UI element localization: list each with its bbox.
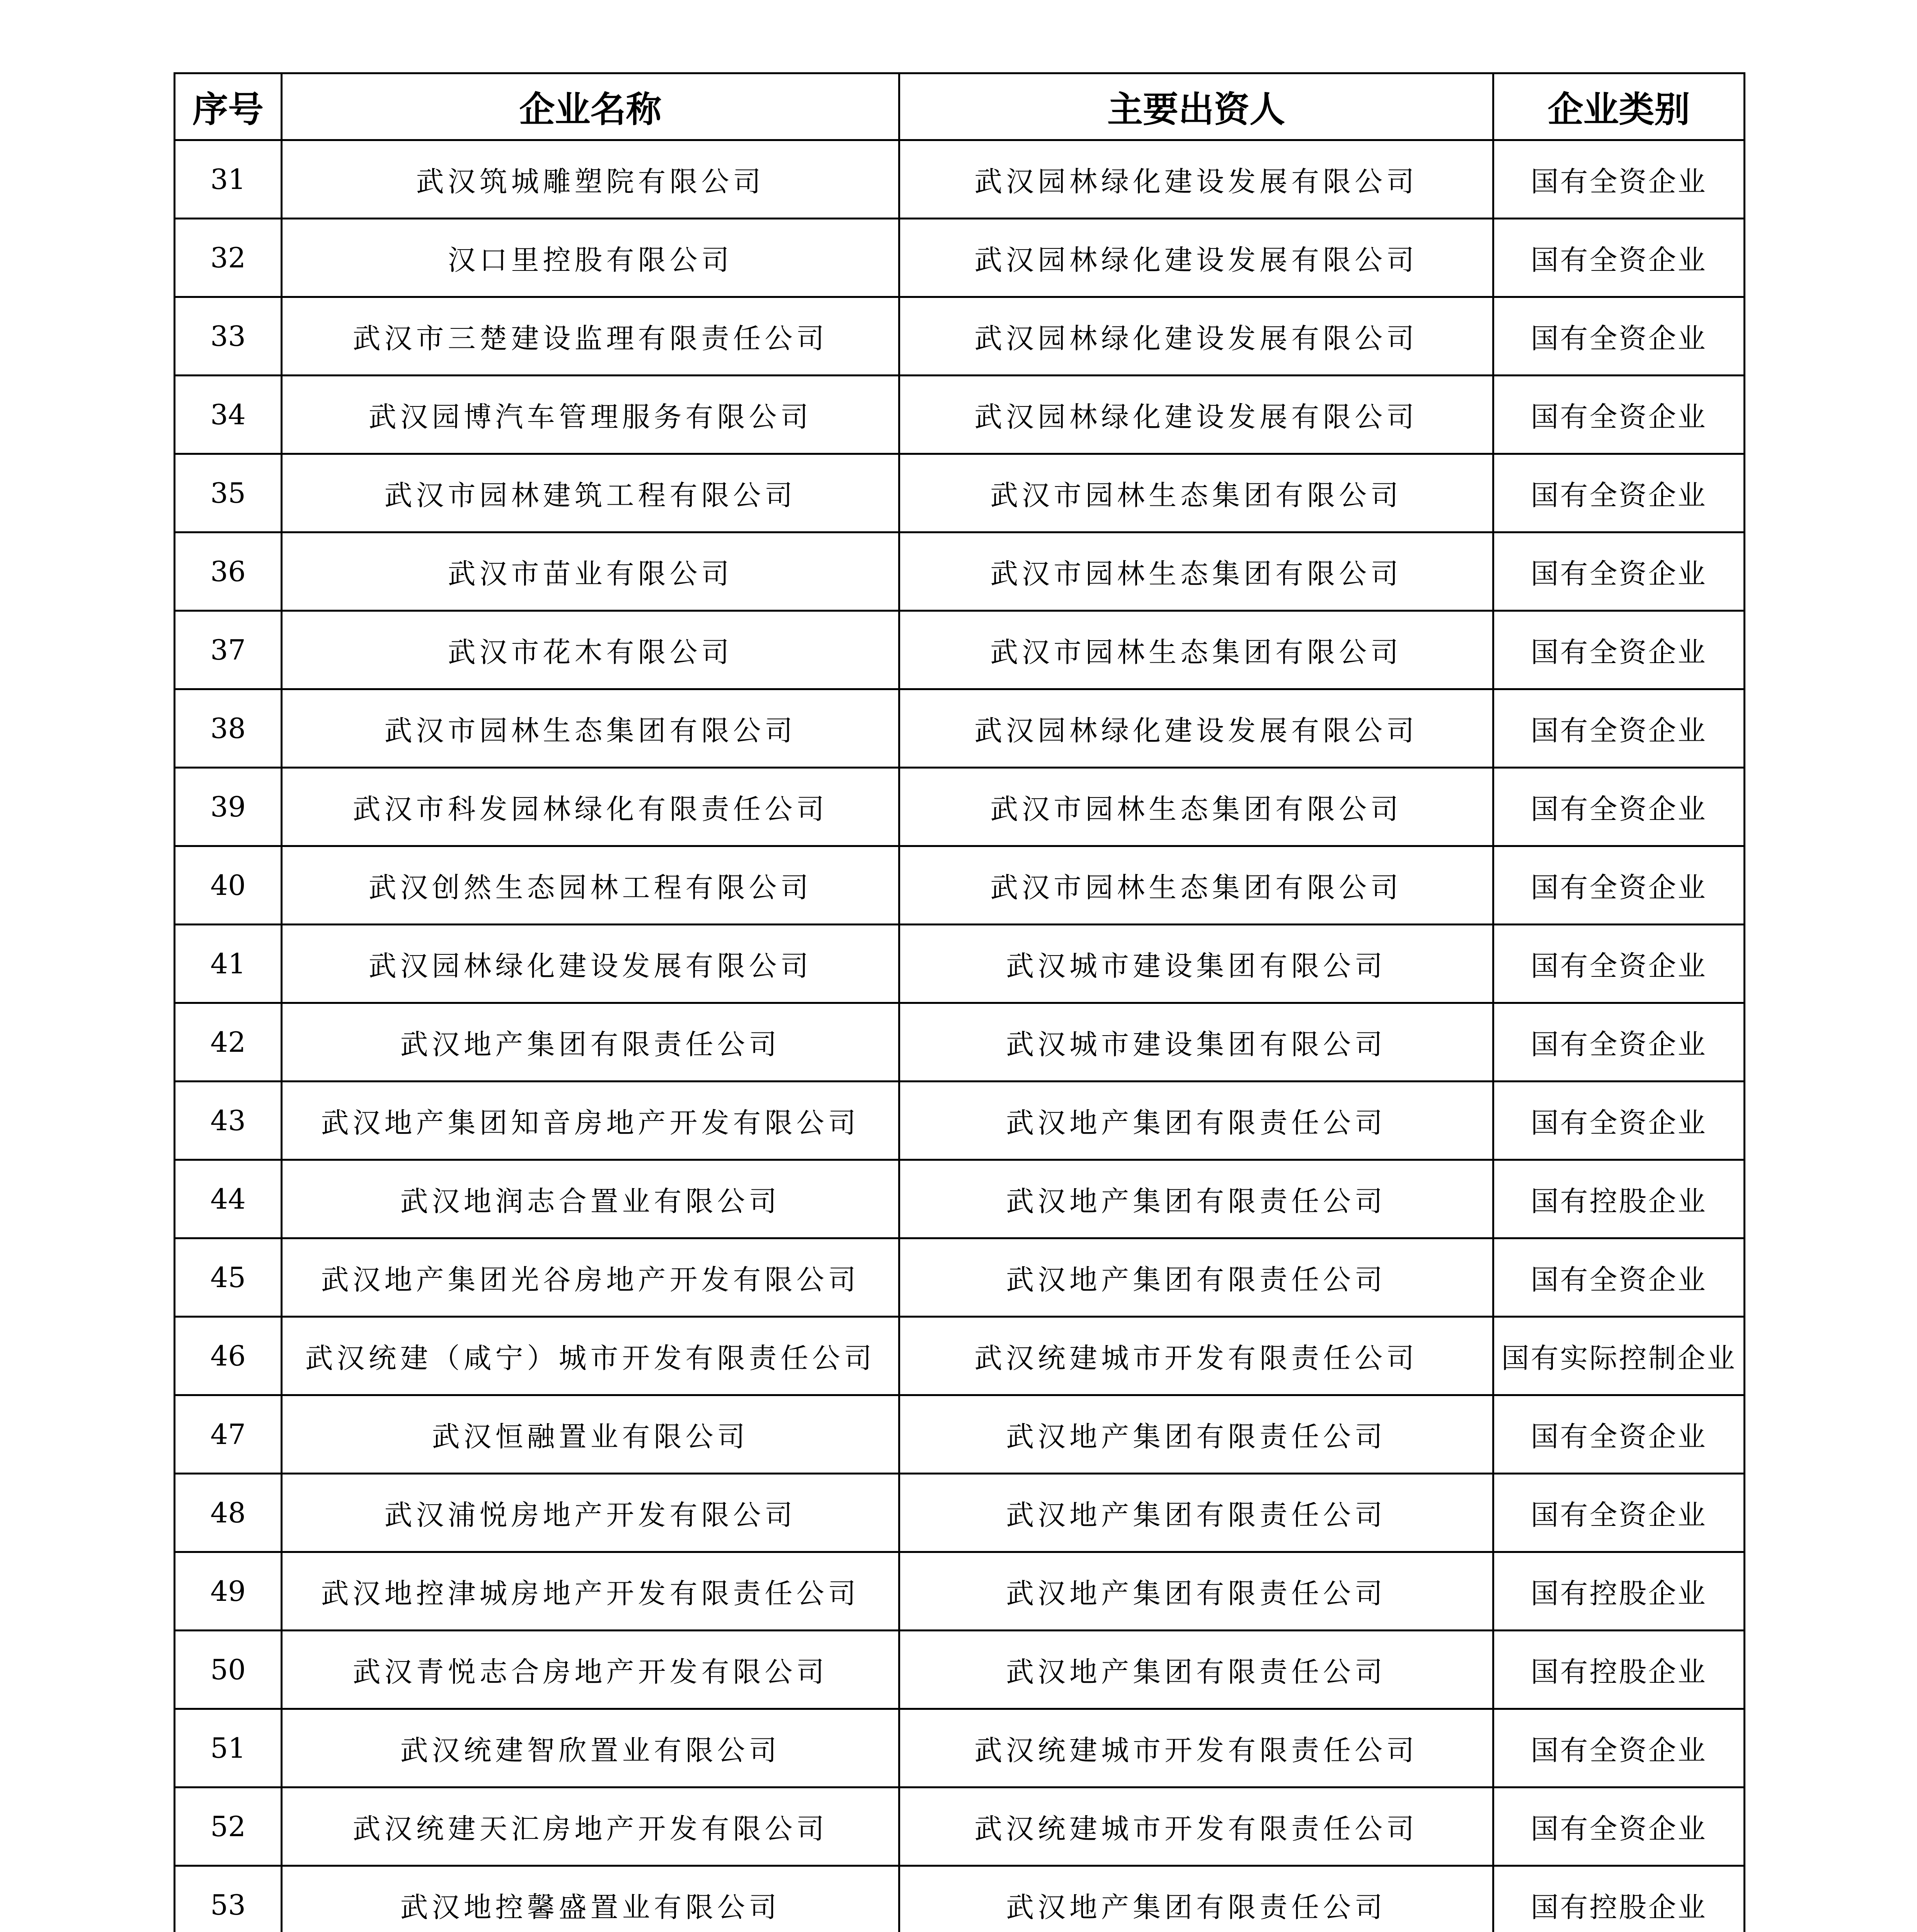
cell-enterprise-name: 武汉地产集团知音房地产开发有限公司 bbox=[282, 1082, 899, 1160]
cell-main-investor: 武汉市园林生态集团有限公司 bbox=[899, 454, 1493, 532]
cell-main-investor: 武汉城市建设集团有限公司 bbox=[899, 1003, 1493, 1082]
cell-enterprise-category: 国有全资企业 bbox=[1493, 140, 1745, 219]
cell-enterprise-category: 国有控股企业 bbox=[1493, 1552, 1745, 1631]
cell-main-investor: 武汉地产集团有限责任公司 bbox=[899, 1631, 1493, 1709]
header-main-investor: 主要出资人 bbox=[899, 73, 1493, 140]
cell-enterprise-category: 国有全资企业 bbox=[1493, 1709, 1745, 1787]
cell-enterprise-name: 武汉地控馨盛置业有限公司 bbox=[282, 1866, 899, 1932]
cell-enterprise-name: 武汉市园林建筑工程有限公司 bbox=[282, 454, 899, 532]
table-row bbox=[175, 846, 1745, 925]
cell-serial-no: 46 bbox=[175, 1317, 282, 1395]
table-row bbox=[175, 140, 1745, 219]
cell-enterprise-name: 武汉市科发园林绿化有限责任公司 bbox=[282, 768, 899, 846]
header-enterprise-name: 企业名称 bbox=[282, 73, 899, 140]
cell-main-investor: 武汉园林绿化建设发展有限公司 bbox=[899, 376, 1493, 454]
cell-enterprise-category: 国有全资企业 bbox=[1493, 768, 1745, 846]
cell-enterprise-name: 武汉地控津城房地产开发有限责任公司 bbox=[282, 1552, 899, 1631]
cell-serial-no: 45 bbox=[175, 1238, 282, 1317]
cell-enterprise-category: 国有全资企业 bbox=[1493, 689, 1745, 768]
table-row bbox=[175, 1317, 1745, 1395]
table-header-row bbox=[175, 73, 1745, 140]
cell-enterprise-name: 武汉恒融置业有限公司 bbox=[282, 1395, 899, 1474]
table-row bbox=[175, 1552, 1745, 1631]
cell-enterprise-name: 武汉统建天汇房地产开发有限公司 bbox=[282, 1787, 899, 1866]
table-row bbox=[175, 1787, 1745, 1866]
table-row bbox=[175, 1238, 1745, 1317]
table-row bbox=[175, 219, 1745, 297]
cell-main-investor: 武汉城市建设集团有限公司 bbox=[899, 925, 1493, 1003]
cell-serial-no: 50 bbox=[175, 1631, 282, 1709]
cell-enterprise-category: 国有全资企业 bbox=[1493, 1474, 1745, 1552]
cell-main-investor: 武汉地产集团有限责任公司 bbox=[899, 1866, 1493, 1932]
cell-enterprise-category: 国有全资企业 bbox=[1493, 297, 1745, 376]
cell-serial-no: 38 bbox=[175, 689, 282, 768]
cell-enterprise-name: 武汉统建智欣置业有限公司 bbox=[282, 1709, 899, 1787]
table-row bbox=[175, 925, 1745, 1003]
table-row bbox=[175, 454, 1745, 532]
cell-enterprise-name: 武汉市苗业有限公司 bbox=[282, 532, 899, 611]
cell-enterprise-category: 国有控股企业 bbox=[1493, 1866, 1745, 1932]
cell-enterprise-category: 国有全资企业 bbox=[1493, 454, 1745, 532]
cell-enterprise-category: 国有全资企业 bbox=[1493, 1238, 1745, 1317]
cell-serial-no: 44 bbox=[175, 1160, 282, 1238]
cell-enterprise-category: 国有全资企业 bbox=[1493, 1082, 1745, 1160]
cell-enterprise-category: 国有全资企业 bbox=[1493, 1003, 1745, 1082]
cell-enterprise-name: 武汉筑城雕塑院有限公司 bbox=[282, 140, 899, 219]
cell-main-investor: 武汉统建城市开发有限责任公司 bbox=[899, 1787, 1493, 1866]
cell-enterprise-category: 国有全资企业 bbox=[1493, 1395, 1745, 1474]
cell-enterprise-category: 国有全资企业 bbox=[1493, 611, 1745, 689]
cell-enterprise-category: 国有全资企业 bbox=[1493, 1787, 1745, 1866]
cell-enterprise-category: 国有控股企业 bbox=[1493, 1631, 1745, 1709]
table-row bbox=[175, 532, 1745, 611]
table-row bbox=[175, 1709, 1745, 1787]
cell-enterprise-category: 国有全资企业 bbox=[1493, 846, 1745, 925]
cell-enterprise-name: 武汉统建（咸宁）城市开发有限责任公司 bbox=[282, 1317, 899, 1395]
cell-enterprise-name: 武汉地产集团有限责任公司 bbox=[282, 1003, 899, 1082]
cell-main-investor: 武汉地产集团有限责任公司 bbox=[899, 1160, 1493, 1238]
table-row bbox=[175, 1082, 1745, 1160]
table-row bbox=[175, 297, 1745, 376]
cell-enterprise-category: 国有控股企业 bbox=[1493, 1160, 1745, 1238]
cell-serial-no: 41 bbox=[175, 925, 282, 1003]
cell-enterprise-category: 国有全资企业 bbox=[1493, 925, 1745, 1003]
cell-main-investor: 武汉地产集团有限责任公司 bbox=[899, 1395, 1493, 1474]
cell-main-investor: 武汉市园林生态集团有限公司 bbox=[899, 532, 1493, 611]
cell-enterprise-name: 武汉地产集团光谷房地产开发有限公司 bbox=[282, 1238, 899, 1317]
table-row bbox=[175, 376, 1745, 454]
cell-main-investor: 武汉地产集团有限责任公司 bbox=[899, 1082, 1493, 1160]
cell-serial-no: 43 bbox=[175, 1082, 282, 1160]
cell-main-investor: 武汉统建城市开发有限责任公司 bbox=[899, 1317, 1493, 1395]
cell-serial-no: 40 bbox=[175, 846, 282, 925]
cell-enterprise-category: 国有全资企业 bbox=[1493, 532, 1745, 611]
cell-serial-no: 36 bbox=[175, 532, 282, 611]
cell-serial-no: 53 bbox=[175, 1866, 282, 1932]
cell-serial-no: 52 bbox=[175, 1787, 282, 1866]
cell-serial-no: 47 bbox=[175, 1395, 282, 1474]
cell-serial-no: 37 bbox=[175, 611, 282, 689]
cell-enterprise-name: 武汉市三楚建设监理有限责任公司 bbox=[282, 297, 899, 376]
cell-enterprise-category: 国有全资企业 bbox=[1493, 376, 1745, 454]
header-serial-no: 序号 bbox=[175, 73, 282, 140]
cell-serial-no: 48 bbox=[175, 1474, 282, 1552]
cell-enterprise-category: 国有实际控制企业 bbox=[1493, 1317, 1745, 1395]
cell-serial-no: 31 bbox=[175, 140, 282, 219]
cell-serial-no: 49 bbox=[175, 1552, 282, 1631]
cell-enterprise-name: 武汉青悦志合房地产开发有限公司 bbox=[282, 1631, 899, 1709]
table-body bbox=[175, 140, 1745, 1932]
cell-main-investor: 武汉园林绿化建设发展有限公司 bbox=[899, 140, 1493, 219]
cell-main-investor: 武汉园林绿化建设发展有限公司 bbox=[899, 297, 1493, 376]
cell-enterprise-name: 武汉地润志合置业有限公司 bbox=[282, 1160, 899, 1238]
cell-serial-no: 35 bbox=[175, 454, 282, 532]
cell-serial-no: 51 bbox=[175, 1709, 282, 1787]
cell-main-investor: 武汉市园林生态集团有限公司 bbox=[899, 611, 1493, 689]
table-row bbox=[175, 689, 1745, 768]
cell-enterprise-category: 国有全资企业 bbox=[1493, 219, 1745, 297]
cell-enterprise-name: 武汉市花木有限公司 bbox=[282, 611, 899, 689]
cell-serial-no: 34 bbox=[175, 376, 282, 454]
cell-main-investor: 武汉地产集团有限责任公司 bbox=[899, 1474, 1493, 1552]
cell-serial-no: 33 bbox=[175, 297, 282, 376]
header-enterprise-category: 企业类别 bbox=[1493, 73, 1745, 140]
cell-main-investor: 武汉地产集团有限责任公司 bbox=[899, 1552, 1493, 1631]
cell-enterprise-name: 武汉创然生态园林工程有限公司 bbox=[282, 846, 899, 925]
cell-serial-no: 42 bbox=[175, 1003, 282, 1082]
cell-main-investor: 武汉市园林生态集团有限公司 bbox=[899, 846, 1493, 925]
table-row bbox=[175, 768, 1745, 846]
table-row bbox=[175, 1631, 1745, 1709]
table-row bbox=[175, 1160, 1745, 1238]
cell-main-investor: 武汉地产集团有限责任公司 bbox=[899, 1238, 1493, 1317]
cell-serial-no: 32 bbox=[175, 219, 282, 297]
table-row bbox=[175, 1866, 1745, 1932]
table-row bbox=[175, 611, 1745, 689]
cell-main-investor: 武汉市园林生态集团有限公司 bbox=[899, 768, 1493, 846]
table-row bbox=[175, 1474, 1745, 1552]
table-row bbox=[175, 1003, 1745, 1082]
cell-main-investor: 武汉园林绿化建设发展有限公司 bbox=[899, 689, 1493, 768]
cell-enterprise-name: 武汉市园林生态集团有限公司 bbox=[282, 689, 899, 768]
table-row bbox=[175, 1395, 1745, 1474]
cell-serial-no: 39 bbox=[175, 768, 282, 846]
cell-enterprise-name: 汉口里控股有限公司 bbox=[282, 219, 899, 297]
cell-main-investor: 武汉园林绿化建设发展有限公司 bbox=[899, 219, 1493, 297]
cell-main-investor: 武汉统建城市开发有限责任公司 bbox=[899, 1709, 1493, 1787]
cell-enterprise-name: 武汉浦悦房地产开发有限公司 bbox=[282, 1474, 899, 1552]
enterprise-table bbox=[174, 72, 1745, 1932]
cell-enterprise-name: 武汉园林绿化建设发展有限公司 bbox=[282, 925, 899, 1003]
cell-enterprise-name: 武汉园博汽车管理服务有限公司 bbox=[282, 376, 899, 454]
